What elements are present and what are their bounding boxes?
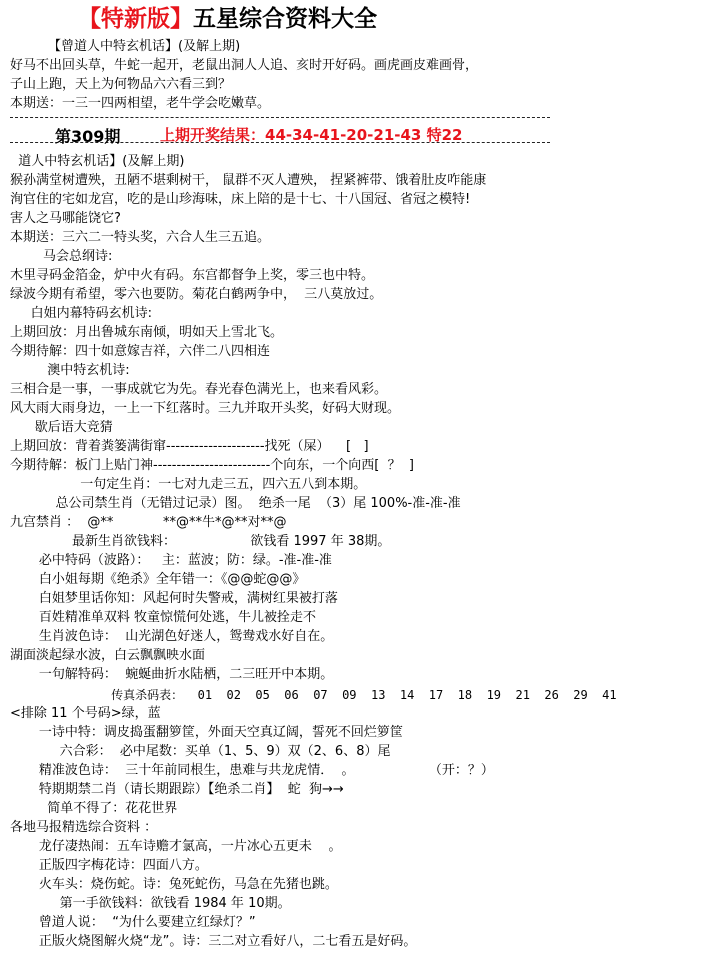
text-line: 正版火烧图解火烧“龙”。诗：三二对立看好八，二七看五是好码。 <box>10 934 417 949</box>
intro-line-1: 好马不出回头草，牛蛇一起开，老鼠出洞人人追、亥时开好码。画虎画皮难画骨， <box>10 58 479 73</box>
text-line: 简单不得了：花花世界 <box>10 801 178 816</box>
text-line: 道人中特玄机话】(及解上期) <box>10 154 185 169</box>
text-line: 各地马报精选综合资料 ： <box>10 820 158 835</box>
last-draw-result: 上期开奖结果：44-34-41-20-21-43 特22 <box>160 126 463 144</box>
text-line: 上期回放：月出鲁城东南倾，明如天上雪北飞。 <box>10 325 284 340</box>
text-line: 白姐内幕特码玄机诗: <box>10 306 153 321</box>
text-line: 一诗中特：调皮捣蛋翻箩筐，外面天空真辽阔，誓死不回烂箩筐 <box>10 725 403 740</box>
text-line: 精准波色诗： 三十年前同根生，患难与共龙虎情． 。 （开：？） <box>10 763 494 778</box>
text-line: 第一手欲钱料：欲钱看 1984 年 10期。 <box>10 896 291 911</box>
text-line: 今期待解：四十如意嫁吉祥，六伴二八四相连 <box>10 344 271 359</box>
divider-top <box>10 117 550 118</box>
text-line: 绿波今期有希望，零六也要防。菊花白鹤两争中， 三八莫放过。 <box>10 287 383 302</box>
text-line: 必中特码（波路）： 主：蓝波；防：绿。-准-准-准 <box>10 553 332 568</box>
text-line: 本期送：三六二一特头奖，六合人生三五追。 <box>10 230 271 245</box>
intro-source: 【曾道人中特玄机话】(及解上期) <box>48 39 241 54</box>
text-line: 特期期禁二肖（请长期跟踪）【绝杀二肖】 蛇 狗→→ <box>10 782 344 797</box>
text-line: 曾道人说： “为什么要建立红绿灯？” <box>10 915 256 930</box>
text-line: 最新生肖欲钱料： 欲钱看 1997 年 38期。 <box>10 534 391 549</box>
text-line: 风大雨大雨身边，一上一下红落时。三九并取开头奖，好码大财现。 <box>10 401 401 416</box>
text-line: 湖面淡起绿水波，白云飘飘映水面 <box>10 648 206 663</box>
text-line: <排除 11 个号码>绿，蓝 <box>10 706 161 721</box>
title-edition: 【特新版】 <box>78 5 193 32</box>
text-line: 传真杀码表： 01 02 05 06 07 09 13 14 17 18 19 21 26 29 41 <box>10 688 617 702</box>
text-line: 今期待解：板门上贴门神-------------------------个向东，一个向西[ ？ ] <box>10 458 414 473</box>
title-main: 五星综合资料大全 <box>193 5 377 32</box>
text-line: 三相合是一事，一事成就它为先。春光春色满光上，也来看风彩。 <box>10 382 388 397</box>
text-line: 马会总纲诗: <box>10 249 113 264</box>
issue-number: 第309期 <box>55 127 121 146</box>
text-line: 九宫禁肖 ： @** **@**牛*@**对**@ <box>10 515 287 530</box>
intro-line-2: 子山上跑，天上为何物品六六看三到？ <box>10 77 232 92</box>
text-line: 上期回放：背着粪篓满街窜---------------------找死（屎） [ ] <box>10 439 369 454</box>
text-line: 火车头：烧伤蛇。诗：兔死蛇伤，马急在先猪也跳。 <box>10 877 338 892</box>
text-line: 总公司禁生肖（无错过记录）图。 绝杀一尾 （3）尾 100%-准-准-准 <box>10 496 461 511</box>
text-line: 澳中特玄机诗: <box>10 363 130 378</box>
text-line: 歇后语大竞猜 <box>10 420 113 435</box>
text-line: 六合彩： 必中尾数：买单（1、5、9）双（2、6、8）尾 <box>10 744 391 759</box>
text-line: 白小姐每期《绝杀》全年错一：《@@蛇@@》 <box>10 572 306 587</box>
intro-line-3: 本期送：一三一四两相望，老牛学会吃嫩草。 <box>10 96 271 111</box>
text-line: 一句解特码： 蜿蜒曲折水陆栖，二三旺开中本期。 <box>10 667 334 682</box>
text-line: 正版四字梅花诗：四面八方。 <box>10 858 208 873</box>
text-line: 白姐梦里话你知：风起何时失警戒，满树红果被打落 <box>10 591 338 606</box>
text-line: 木里寻码金箔金，炉中火有码。东宫都督争上奖，零三也中特。 <box>10 268 375 283</box>
text-line: 百姓精准单双料 牧童惊慌何处逃，牛儿被拴走不 <box>10 610 317 625</box>
text-line: 洵官住的宅如龙宫，吃的是山珍海味，床上陪的是十七、十八国冠、省冠之模特! <box>10 192 471 207</box>
text-line: 害人之马哪能饶它? <box>10 211 121 226</box>
text-line: 龙仔凄热闹：五车诗赡才氯高，一片冰心五更未 。 <box>10 839 342 854</box>
page-title <box>78 4 377 34</box>
text-line: 一句定生肖：一七对九走三五，四六五八到本期。 <box>10 477 367 492</box>
text-line: 生肖波色诗： 山光湖色好迷人，鸳鸯戏水好自在。 <box>10 629 334 644</box>
text-line: 猴孙满堂树遭殃，丑陋不堪剩树干， 鼠群不灭人遭殃， 捏紧裤带、饿着肚皮咋能康 <box>10 173 487 188</box>
